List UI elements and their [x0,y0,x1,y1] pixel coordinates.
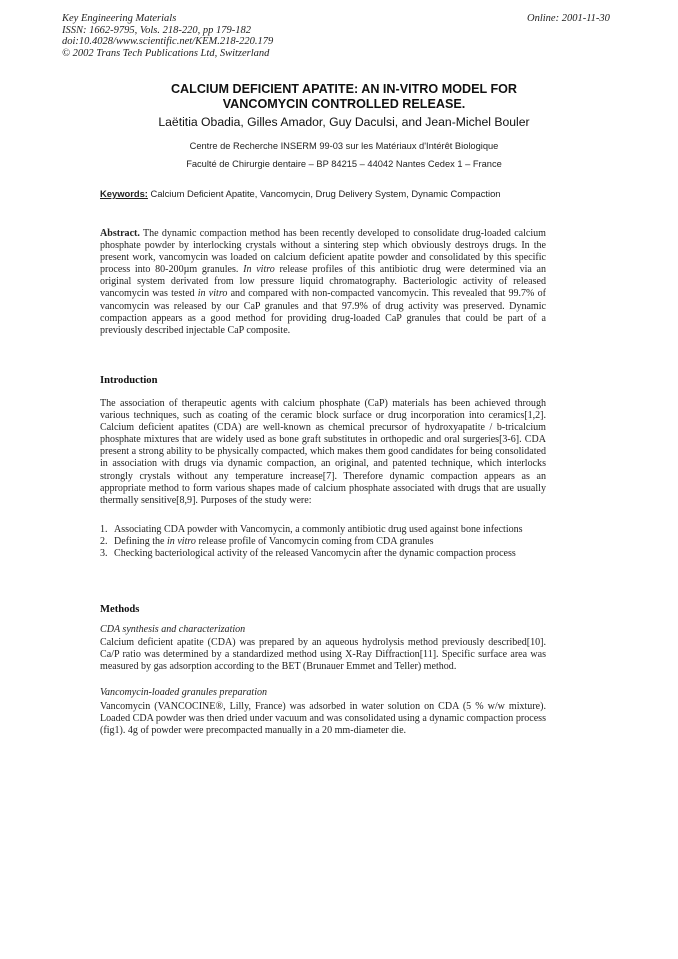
purposes-list [100,524,546,560]
subheading-granules-preparation: Vancomycin-loaded granules preparation [100,687,268,698]
title-line-2: VANCOMYCIN CONTROLLED RELEASE. [222,96,466,111]
affiliation-line-2: Faculté de Chirurgie dentaire – BP 84215 – 44042 Nantes Cedex 1 – France [186,159,502,169]
list-item: 3. Checking bacteriological activity of the released Vancomycin after the dynamic compaction process [100,548,516,560]
journal-header [62,13,273,59]
subheading-cda-synthesis: CDA synthesis and characterization [100,624,246,635]
list-item: 1. Associating CDA powder with Vancomycin, a commonly antibiotic drug used against bone infections [100,524,523,535]
authors: Laëtitia Obadia, Gilles Amador, Guy Daculsi, and Jean-Michel Bouler [158,115,530,129]
methods-text-1: Calcium deficient apatite (CDA) was prepared by an aqueous hydrolysis method previously described[10]. Ca/P ratio was determined by a standardized method using X-Ray Diffraction[11]. Specific surface area was measured by gas adsorption according to the BET (Brunauer Emmet and Teller) method. [100,637,546,673]
abstract-in-vitro-2: in vitro [197,288,228,300]
paper-title [62,82,626,111]
journal-issn: ISSN: 1662-9795, Vols. 218-220, pp 179-182 [62,24,251,36]
abstract-text-3: and compared with non-compacted vancomycin. This revealed that 99.7% of vancomycin was released by our CaP granules and that 97.9% of drug activity was preserved. Dynamic compaction appears as a good method for providing drug-loaded CaP granules that could be part of a previously described injectable CaP composite. [100,288,546,336]
journal-doi: doi:10.4028/www.scientific.net/KEM.218-220.179 [62,36,274,48]
methods-text-2: Vancomycin (VANCOCINE®, Lilly, France) was adsorbed in water solution on CDA (5 % w/w mixture). Loaded CDA powder was then dried under vacuum and was consolidated using a dynamic compaction process (fig1). 4g of powder were precompacted manually in a 20 mm-diameter die. [100,701,546,737]
list-item: 2. Defining the in vitro release profile of Vancomycin coming from CDA granules [100,536,434,548]
abstract-text-2: release profiles of this antibiotic drug were determined via an original system derivated from low pressure liquid chromatography. Bacteriologic activity of released vancomycin was tested [100,264,547,300]
journal-name: Key Engineering Materials [62,13,177,24]
keywords-label: Keywords: [100,188,148,199]
keywords [100,188,501,199]
journal-copyright: © 2002 Trans Tech Publications Ltd, Switzerland [62,47,270,59]
abstract [100,228,546,337]
abstract-in-vitro-1: In vitro [243,264,275,276]
abstract-label: Abstract. [100,228,140,239]
affiliation-line-1: Centre de Recherche INSERM 99-03 sur les Matériaux d'Intérêt Biologique [189,141,499,151]
methods-heading: Methods [100,604,140,615]
abstract-text-1: The dynamic compaction method has been recently developed to consolidate drug-loaded calcium phosphate powder by interlocking crystals without a sintering step which obviously destroys drugs. In the present work, vancomycin was loaded on calcium deficient apatite powder and consolidated by this specific process into 80-200µm granules. [100,228,546,276]
introduction-text: The association of therapeutic agents with calcium phosphate (CaP) materials has been achieved through various techniques, such as coating of the ceramic block surface or drug incorporation into ceramics[1,2]. Calcium deficient apatites (CDA) are well-known as chemical precursor of hydroxyapatite / b-tricalcium phosphate mixtures that are widely used as bone graft substitutes in orthopedic and oral surgeries[3-6]. CDA present a strong ability to be physically compacted, which makes them good candidates for being consolidated in association with drugs via dynamic compaction, an original, and patented technique, which interlocks strongly crystals without any temperature increase[7]. Therefore dynamic compaction appears as an appropriate method to form various shapes made of calcium phosphate associated with drugs that are usually thermally sensitive[8,9]. Purposes of the study were: [100,398,546,506]
online-date: Online: 2001-11-30 [527,13,610,24]
title-line-1: CALCIUM DEFICIENT APATITE: AN IN-VITRO MODEL FOR [170,82,518,96]
keywords-text: Calcium Deficient Apatite, Vancomycin, Drug Delivery System, Dynamic Compaction [150,188,501,199]
introduction-heading: Introduction [100,375,158,386]
